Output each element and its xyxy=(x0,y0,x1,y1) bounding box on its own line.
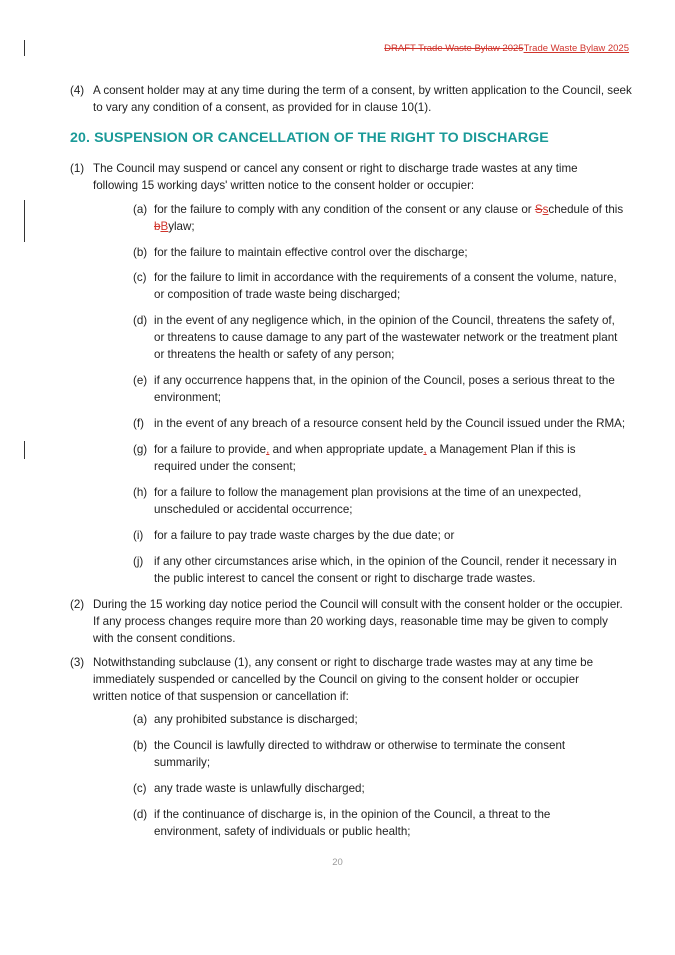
clause-1a-part: ylaw; xyxy=(168,220,195,233)
inserted-s: s xyxy=(542,203,549,216)
clause-1h-text: for a failure to follow the management plan provisions at the time of an unexpected, unscheduled or accidental occurrence; xyxy=(154,486,582,516)
clause-3b-text: the Council is lawfully directed to withdraw or otherwise to terminate the consent summarily; xyxy=(154,739,566,769)
change-bar-clause-a xyxy=(24,200,25,242)
clause-1c-text: for the failure to limit in accordance with the requirements of a consent the volume, nature, or composition of trade waste being discharged; xyxy=(154,271,617,301)
clause-1-text: The Council may suspend or cancel any consent or right to discharge trade wastes at any time following 15 working days' written notice to the consent holder or occupier: xyxy=(93,162,578,192)
clause-3d-number: (d) xyxy=(133,808,148,821)
clause-1f-number: (f) xyxy=(133,417,144,430)
clause-3-text: Notwithstanding subclause (1), any consent or right to discharge trade wastes may at any time be immediately suspended or cancelled by the Council on giving to the consent holder or occupier written notice of that suspension or cancellation if: xyxy=(93,656,594,703)
deleted-s: S xyxy=(534,203,543,216)
clause-1c-number: (c) xyxy=(133,271,147,284)
clause-1i-text: for a failure to pay trade waste charges by the due date; or xyxy=(154,529,455,542)
clause-1b-number: (b) xyxy=(133,246,148,259)
change-bar-clause-g xyxy=(24,441,25,459)
clause-1g-part: a Management Plan if this is required under the consent; xyxy=(154,443,576,473)
clause-1a-part: for the failure to comply with any condition of the consent or any clause or xyxy=(154,203,535,216)
clause-1g-part: and when appropriate update xyxy=(269,443,424,456)
clause-3a-number: (a) xyxy=(133,713,148,726)
clause-1j-text: if any other circumstances arise which, in the opinion of the Council, render it necessary in the public interest to cancel the consent or right to discharge trade wastes. xyxy=(154,555,617,585)
clause-19-4-text: A consent holder may at any time during the term of a consent, by written application to the Council, seek to vary any condition of a consent, as provided for in clause 10(1). xyxy=(93,84,632,114)
clause-1h-number: (h) xyxy=(133,486,148,499)
deleted-b: b xyxy=(154,220,161,233)
inserted-comma: , xyxy=(266,443,270,456)
clause-1j-number: (j) xyxy=(133,555,144,568)
inserted-comma: , xyxy=(423,443,427,456)
clause-1g-text xyxy=(154,441,604,475)
clause-3-number: (3) xyxy=(70,656,85,669)
clause-1d-number: (d) xyxy=(133,314,148,327)
clause-1g-number: (g) xyxy=(133,443,148,456)
inserted-b: B xyxy=(160,220,169,233)
clause-2-number: (2) xyxy=(70,598,85,611)
clause-1b-text: for the failure to maintain effective control over the discharge; xyxy=(154,246,468,259)
header-inserted-text: Trade Waste Bylaw 2025 xyxy=(523,43,629,54)
clause-3c-text: any trade waste is unlawfully discharged; xyxy=(154,782,365,795)
clause-1a-number: (a) xyxy=(133,203,148,216)
clause-19-4-number: (4) xyxy=(70,84,85,97)
clause-3b-number: (b) xyxy=(133,739,148,752)
clause-1f-text: in the event of any breach of a resource consent held by the Council issued under the RMA; xyxy=(154,417,626,430)
section-heading: 20. SUSPENSION OR CANCELLATION OF THE RIGHT TO DISCHARGE xyxy=(70,130,549,146)
page-header xyxy=(384,43,629,54)
clause-1e-number: (e) xyxy=(133,374,148,387)
clause-1a-part: chedule of this xyxy=(548,203,624,216)
clause-1e-text: if any occurrence happens that, in the opinion of the Council, poses a serious threat to the environment; xyxy=(154,374,615,404)
clause-3d-text: if the continuance of discharge is, in the opinion of the Council, a threat to the environment, safety of individuals or public health; xyxy=(154,808,551,838)
clause-2-text: During the 15 working day notice period the Council will consult with the consent holder or the occupier. If any process changes require more than 20 working days, reasonable time may be given to comply with the consent conditions. xyxy=(93,598,623,645)
header-deleted-text: DRAFT Trade Waste Bylaw 2025 xyxy=(384,43,524,54)
page-number: 20 xyxy=(332,857,343,868)
clause-1i-number: (i) xyxy=(133,529,144,542)
clause-3a-text: any prohibited substance is discharged; xyxy=(154,713,358,726)
clause-1a-text xyxy=(154,201,624,235)
change-bar-header xyxy=(24,40,25,56)
clause-1g-part: for a failure to provide xyxy=(154,443,267,456)
clause-1d-text: in the event of any negligence which, in the opinion of the Council, threatens the safety of, or threatens to cause damage to any part of the wastewater network or the treatment plant or threatens the health or safety of any person; xyxy=(154,314,618,361)
clause-1-number: (1) xyxy=(70,162,85,175)
clause-3c-number: (c) xyxy=(133,782,147,795)
